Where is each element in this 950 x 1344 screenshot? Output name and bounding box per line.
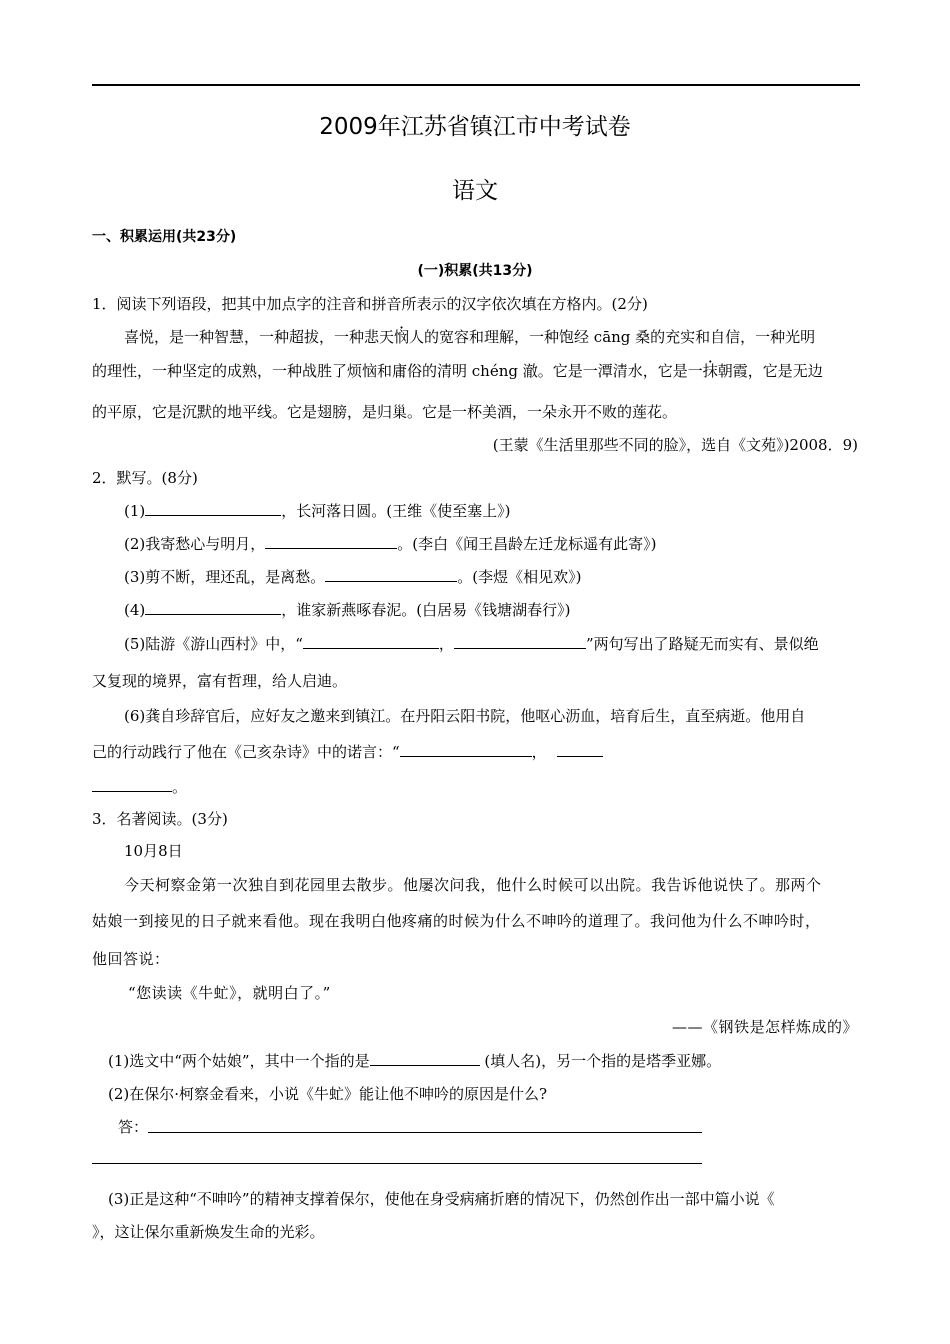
q2-item-1: (1) ，长河落日圆。(王维《使至塞上》) [124,502,511,520]
q3-excerpt-line2: 姑娘一到接见的日子就来看他。现在我明白他疼痛的时候为什么不呻吟的道理了。我问他为什么不呻吟时， [92,912,821,930]
q1-passage-line2: 的理性，一种坚定的成熟，一种战胜了烦恼和庸俗的清明 chéng 澈。它是一潭清水，它是一抹朝霞，它是无边 [92,362,823,380]
q1-source: (王蒙《生活里那些不同的脸》，选自《文苑》)2008．9) [492,436,858,454]
q2-item-4: (4) ，谁家新燕啄春泥。(白居易《钱塘湖春行》) [124,601,571,619]
exam-title: 2009年江苏省镇江市中考试卷 [319,114,631,140]
answer-line[interactable] [92,1163,702,1164]
q3-sub-2: (2)在保尔·柯察金看来，小说《牛虻》能让他不呻吟的原因是什么? [108,1085,548,1103]
q1-passage-line1: 喜悦，是一种智慧，一种超拔，一种悲天悯人的宽容和理解，一种饱经 cāng 桑的充实和自信，一种光明 [124,328,816,346]
q2-item-2: (2)我寄愁心与明月， 。(李白《闻王昌龄左迁龙标遥有此寄》) [124,535,657,553]
answer-label: 答： [118,1118,149,1136]
answer-blank[interactable] [370,1051,480,1066]
q1-passage-line3: 的平原，它是沉默的地平线。它是翅膀，是归巢。它是一杯美酒，一朵永开不败的莲花。 [92,403,678,421]
answer-blank[interactable] [265,534,397,549]
q2-stem: 2．默写。(8分) [92,469,198,487]
q3-stem: 3．名著阅读。(3分) [92,810,228,828]
q3-date: 10月8日 [124,842,183,860]
answer-blank[interactable] [145,600,281,615]
section-heading: 一、积累运用(共23分) [92,229,237,245]
subsection-heading: (一)积累(共13分) [417,263,533,279]
answer-blank[interactable] [454,634,586,649]
answer-blank[interactable] [145,501,281,516]
dotted-char: 抹 [702,362,718,380]
q3-attribution: ——《钢铁是怎样炼成的》 [671,1018,858,1036]
subject-title: 语文 [452,178,498,204]
q2-item-6: (6)龚自珍辞官后，应好友之邀来到镇江。在丹阳云阳书院，他呕心沥血，培育后生，直至病逝。他用自 [124,707,806,725]
q3-excerpt-line3: 他回答说： [92,950,170,968]
q2-item-6-end: 。 [92,776,187,797]
q2-item-5-cont: 又复现的境界，富有哲理，给人启迪。 [92,672,348,690]
q3-quote: “您读读《牛虻》，就明白了。” [128,984,331,1002]
q2-item-3: (3)剪不断，理还乱，是离愁。 。(李煜《相见欢》) [124,568,582,586]
q1-stem: 1．阅读下列语段，把其中加点字的注音和拼音所表示的汉字依次填在方格内。(2分) [92,295,648,313]
answer-blank[interactable] [400,742,532,757]
answer-blank[interactable] [303,634,439,649]
answer-blank[interactable] [92,777,172,792]
q3-excerpt-line1: 今天柯察金第一次独自到花园里去散步。他屡次问我，他什么时候可以出院。我告诉他说快了。那两个 [124,876,822,894]
dotted-char: 悯 [394,328,410,346]
q3-sub-3: (3)正是这种“不呻吟”的精神支撑着保尔，使他在身受病痛折磨的情况下，仍然创作出一部中篇小说《 [108,1190,775,1208]
q3-sub-1: (1)选文中“两个姑娘”，其中一个指的是 (填人名)，另一个指的是塔季亚娜。 [108,1052,722,1070]
top-rule [92,84,860,86]
answer-line[interactable] [148,1132,702,1133]
q2-item-5: (5)陆游《游山西村》中，“ ， ”两句写出了路疑无而实有、景似绝 [124,635,819,653]
answer-blank[interactable] [557,742,603,757]
q2-item-6-cont: 己的行动践行了他在《己亥杂诗》中的诺言：“ ， [92,741,603,762]
answer-blank[interactable] [325,567,457,582]
q3-sub-3-cont: 》，这让保尔重新焕发生命的光彩。 [92,1223,325,1241]
